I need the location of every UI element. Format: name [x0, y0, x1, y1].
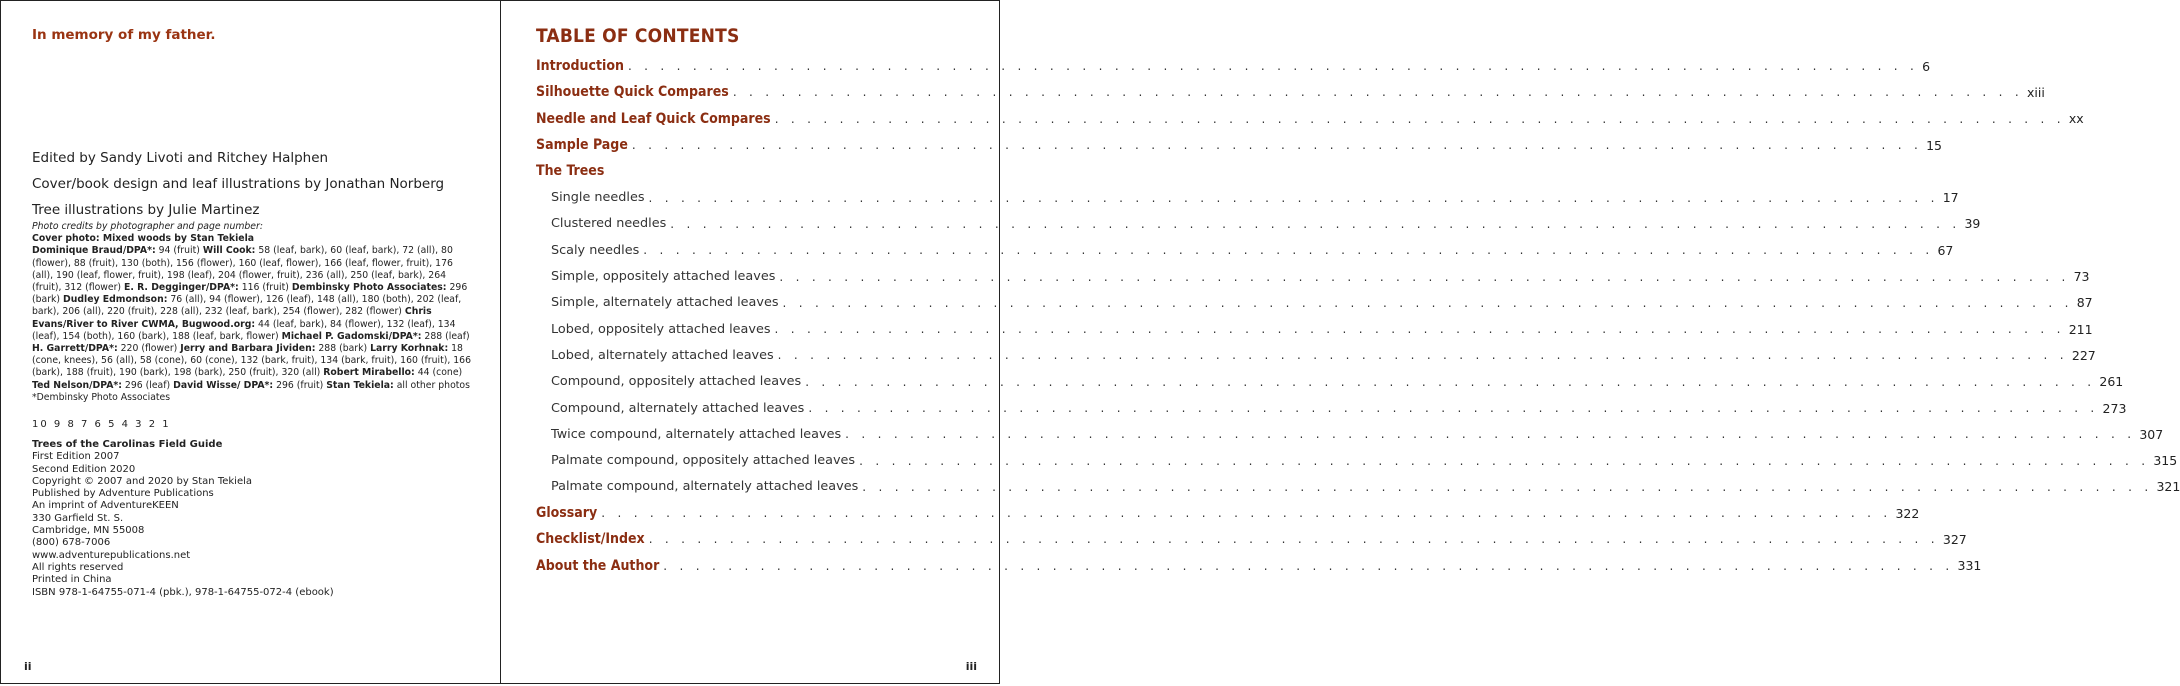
- toc-entry-page: 273: [2102, 400, 2127, 416]
- publication-line: An imprint of AdventureKEEN: [32, 500, 179, 512]
- toc-entry-page: 17: [1942, 190, 1959, 206]
- toc-entry[interactable]: [536, 106, 2084, 132]
- toc-entry[interactable]: [536, 290, 2093, 316]
- toc-leader-dots: . . . . . . . . . . . . . . . . . . . . . . . . . . . . . . . . . . . . . . . . . . . . . . . . . . . . . . . . . . . . . . . . . . . . . . . . . . . . . . . .: [808, 401, 2099, 415]
- right-page: [500, 0, 2180, 684]
- toc-leader-dots: . . . . . . . . . . . . . . . . . . . . . . . . . . . . . . . . . . . . . . . . . . . . . . . . . . . . . . . . . . . . . . . . . . . . . . . . . . . . . . . .: [643, 243, 1934, 258]
- photographer-pages: 296 (leaf): [121, 379, 174, 391]
- toc-entry-page: 15: [1926, 137, 1942, 153]
- toc-entry-label: Scaly needles: [551, 242, 640, 258]
- toc-entry[interactable]: [536, 342, 2096, 368]
- toc-leader-dots: . . . . . . . . . . . . . . . . . . . . . . . . . . . . . . . . . . . . . . . . . . . . . . . . . . . . . . . . . . . . . . . . . . . . . . . . . . . . . . . .: [670, 216, 1961, 231]
- photo-credits: [32, 221, 472, 404]
- toc-leader-dots: . . . . . . . . . . . . . . . . . . . . . . . . . . . . . . . . . . . . . . . . . . . . . . . . . . . . . . . . . . . . . . . . . . . . . . . . . . . . . . . .: [779, 269, 2070, 284]
- publication-line: 330 Garfield St. S.: [32, 512, 124, 524]
- toc-entry[interactable]: [536, 447, 2178, 473]
- photographer-name: David Wisse/ DPA*:: [173, 379, 274, 391]
- toc-leader-dots: . . . . . . . . . . . . . . . . . . . . . . . . . . . . . . . . . . . . . . . . . . . . . . . . . . . . . . . . . . . . . . . . . . . . . . . . . . . . . . . .: [648, 190, 1939, 205]
- toc-entry-page: 227: [2071, 347, 2096, 363]
- photographer-credits: [32, 245, 472, 391]
- toc-entry[interactable]: [536, 421, 2164, 447]
- toc-list: [536, 53, 2180, 579]
- toc-entry-page: 261: [2099, 374, 2124, 390]
- toc-entry-page: 327: [1942, 531, 1967, 547]
- toc-entry-label: Compound, oppositely attached leaves: [551, 374, 802, 390]
- toc-entry[interactable]: [536, 474, 2180, 500]
- publication-line: Copyright © 2007 and 2020 by Stan Tekiela: [32, 475, 253, 487]
- photographer-name: H. Garrett/DPA*:: [32, 343, 118, 355]
- toc-entry-label: Silhouette Quick Compares: [536, 84, 729, 101]
- book-title: Trees of the Carolinas Field Guide: [32, 439, 223, 450]
- page-number-left: ii: [24, 660, 32, 673]
- toc-entry-label: Single needles: [551, 190, 645, 206]
- photographer-pages: 296 (bark): [32, 282, 468, 306]
- toc-entry-label: Glossary: [536, 505, 598, 522]
- toc-leader-dots: . . . . . . . . . . . . . . . . . . . . . . . . . . . . . . . . . . . . . . . . . . . . . . . . . . . . . . . . . . . . . . . . . . . . . . . . . . . . . . . .: [777, 348, 2068, 363]
- toc-entry-label: Simple, alternately attached leaves: [551, 295, 779, 311]
- publication-line: ISBN 978-1-64755-071-4 (pbk.), 978-1-64755-072-4 (ebook): [32, 586, 334, 598]
- toc-entry-page: 67: [1937, 242, 1954, 258]
- toc-entry-label: Palmate compound, alternately attached leaves: [551, 479, 859, 495]
- toc-leader-dots: . . . . . . . . . . . . . . . . . . . . . . . . . . . . . . . . . . . . . . . . . . . . . . . . . . . . . . . . . . . . . . . . . . . . . . . . . . . . . . . .: [774, 111, 2065, 126]
- toc-entry-page: 321: [2156, 479, 2180, 495]
- toc-entry-label: Needle and Leaf Quick Compares: [536, 110, 771, 127]
- page-number-right: iii: [965, 660, 977, 673]
- toc-entry[interactable]: [536, 395, 2127, 421]
- toc-entry-label: Lobed, alternately attached leaves: [551, 347, 774, 363]
- toc-entry-page: 211: [2068, 321, 2093, 337]
- toc-entry[interactable]: [536, 316, 2093, 342]
- photographer-name: Dominique Braud/DPA*:: [32, 245, 156, 257]
- toc-leader-dots: . . . . . . . . . . . . . . . . . . . . . . . . . . . . . . . . . . . . . . . . . . . . . . . . . . . . . . . . . . . . . . . . . . . . . . . . . . . . . . . .: [627, 59, 1919, 74]
- photographer-pages: all other photos: [393, 379, 470, 391]
- publication-line: Published by Adventure Publications: [32, 488, 214, 500]
- publication-lines: [32, 451, 334, 599]
- photographer-pages: 76 (all), 94 (flower), 126 (leaf), 148 (all), 180 (both), 202 (leaf, bark), 206 (all), 220 (fruit), 228 (all), 232 (leaf, bark), 254 (flower), 282 (flower): [32, 294, 462, 318]
- toc-leader-dots: . . . . . . . . . . . . . . . . . . . . . . . . . . . . . . . . . . . . . . . . . . . . . . . . . . . . . . . . . . . . . . . . . . . . . . . . . . . . . . . .: [859, 453, 2150, 468]
- toc-leader-dots: . . . . . . . . . . . . . . . . . . . . . . . . . . . . . . . . . . . . . . . . . . . . . . . . . . . . . . . . . . . . . . . . . . . . . . . . . . . . . . . .: [774, 322, 2065, 337]
- photographer-pages: 220 (flower): [117, 343, 181, 355]
- toc-entry-label: Clustered needles: [551, 216, 667, 232]
- toc-entry-label: Introduction: [536, 58, 624, 75]
- toc-leader-dots: . . . . . . . . . . . . . . . . . . . . . . . . . . . . . . . . . . . . . . . . . . . . . . . . . . . . . . . . . . . . . . . . . . . . . . . . . . . . . . . .: [631, 138, 1923, 153]
- toc-entry-page: 307: [2139, 426, 2164, 442]
- toc-entry[interactable]: [536, 526, 1967, 552]
- toc-entry[interactable]: [536, 184, 1959, 210]
- photographer-pages: 116 (fruit): [238, 282, 292, 294]
- toc-leader-dots: . . . . . . . . . . . . . . . . . . . . . . . . . . . . . . . . . . . . . . . . . . . . . . . . . . . . . . . . . . . . . . . . . . . . . . . . . . . . . . . .: [648, 532, 1939, 547]
- toc-entry-page: 6: [1922, 58, 1931, 74]
- toc-entry-label: Checklist/Index: [536, 531, 645, 548]
- toc-entry-page: xx: [2068, 111, 2084, 127]
- toc-entry-label: About the Author: [536, 557, 660, 574]
- toc-entry-page: xiii: [2027, 84, 2045, 100]
- photographer-name: Dudley Edmondson:: [63, 294, 168, 306]
- toc-leader-dots: . . . . . . . . . . . . . . . . . . . . . . . . . . . . . . . . . . . . . . . . . . . . . . . . . . . . . . . . . . . . . . . . . . . . . . . . . . . . . . . .: [805, 374, 2096, 389]
- photographer-name: Will Cook:: [202, 245, 256, 257]
- toc-entry-page: 73: [2073, 269, 2090, 285]
- toc-entry[interactable]: [536, 158, 936, 184]
- toc-leader-dots: . . . . . . . . . . . . . . . . . . . . . . . . . . . . . . . . . . . . . . . . . . . . . . . . . . . . . . . . . . . . . . . . . . . . . . . . . . . . . . . .: [601, 506, 1892, 521]
- toc-entry-page: 322: [1895, 505, 1920, 521]
- photographer-name: Ted Nelson/DPA*:: [32, 379, 122, 391]
- photographer-name: Robert Mirabello:: [323, 367, 415, 379]
- toc-entry-label: Simple, oppositely attached leaves: [551, 269, 776, 285]
- toc-entry-label: The Trees: [536, 163, 605, 180]
- photographer-pages: 44 (cone): [414, 367, 463, 379]
- photographer-pages: 44 (leaf, bark), 84 (flower), 132 (leaf), 134 (leaf), 154 (both), 160 (bark), 188 (leaf, bark, flower): [32, 318, 456, 342]
- footnote: *Dembinsky Photo Associates: [32, 391, 171, 403]
- photographer-name: Michael P. Gadomski/DPA*:: [281, 330, 422, 342]
- toc-leader-dots: . . . . . . . . . . . . . . . . . . . . . . . . . . . . . . . . . . . . . . . . . . . . . . . . . . . . . . . . . . . . . . . . . . . . . . . . . . . . . . . .: [782, 295, 2073, 310]
- toc-entry[interactable]: [536, 237, 1954, 263]
- publication-line: (800) 678-7006: [32, 537, 111, 549]
- toc-leader-dots: . . . . . . . . . . . . . . . . . . . . . . . . . . . . . . . . . . . . . . . . . . . . . . . . . . . . . . . . . . . . . . . . . . . . . . . . . . . . . . . .: [845, 427, 2136, 442]
- toc-entry-label: Sample Page: [536, 137, 628, 154]
- cover-photo-credit: Cover photo: Mixed woods by Stan Tekiela: [32, 233, 255, 245]
- publication-line: All rights reserved: [32, 561, 124, 573]
- toc-title: TABLE OF CONTENTS: [536, 25, 740, 47]
- photographer-pages: 58 (leaf, bark), 60 (leaf, bark), 72 (all), 80 (flower), 88 (fruit), 130 (both), 156 (flower), 160 (leaf, flower), 166 (leaf, flower, fruit), 176 (all), 190 (leaf, flower, fruit), 198 (leaf), 204 (flower, fruit), 236 (all), 250 (leaf, bark), 264 (fruit), 312 (flower): [32, 245, 453, 294]
- publication-line: Second Edition 2020: [32, 463, 136, 475]
- toc-entry-label: Twice compound, alternately attached leaves: [551, 426, 842, 442]
- photographer-pages: 288 (bark): [315, 343, 371, 355]
- publication-line: Cambridge, MN 55008: [32, 525, 145, 537]
- photographer-pages: 18 (cone, knees), 56 (all), 58 (cone), 60 (cone), 132 (bark, fruit), 134 (bark, fruit), 160 (fruit), 166 (bark), 188 (fruit), 190 (bark), 198 (bark), 250 (fruit), 320 (all): [32, 343, 471, 379]
- toc-entry[interactable]: [536, 369, 2124, 395]
- toc-entry[interactable]: [536, 500, 1920, 526]
- photographer-pages: 94 (fruit): [155, 245, 203, 257]
- toc-entry-label: Palmate compound, oppositely attached leaves: [551, 453, 856, 469]
- toc-entry[interactable]: [536, 53, 1931, 79]
- toc-entry[interactable]: [536, 553, 1982, 579]
- toc-leader-dots: . . . . . . . . . . . . . . . . . . . . . . . . . . . . . . . . . . . . . . . . . . . . . . . . . . . . . . . . . . . . . . . . . . . . . . . . . . . . . . . .: [732, 85, 2024, 100]
- toc-entry-page: 87: [2076, 295, 2093, 311]
- photographer-name: Stan Tekiela:: [326, 379, 394, 391]
- photographer-name: Jerry and Barbara Jividen:: [180, 343, 316, 355]
- toc-entry[interactable]: [536, 263, 2090, 289]
- toc-leader-dots: . . . . . . . . . . . . . . . . . . . . . . . . . . . . . . . . . . . . . . . . . . . . . . . . . . . . . . . . . . . . . . . . . . . . . . . . . . . . . . . .: [663, 558, 1954, 573]
- toc-entry-label: Lobed, oppositely attached leaves: [551, 321, 771, 337]
- photographer-pages: 288 (leaf): [421, 330, 470, 342]
- toc-leader-dots: . . . . . . . . . . . . . . . . . . . . . . . . . . . . . . . . . . . . . . . . . . . . . . . . . . . . . . . . . . . . . . . . . . . . . . . . . . . . . . . .: [862, 479, 2153, 494]
- photographer-name: Larry Korhnak:: [370, 343, 449, 355]
- credit-design: Cover/book design and leaf illustrations by Jonathan Norberg: [32, 176, 445, 192]
- toc-entry[interactable]: [536, 79, 2045, 105]
- publication-line: Printed in China: [32, 574, 112, 586]
- toc-entry-label: Compound, alternately attached leaves: [551, 400, 805, 416]
- credit-editor: Edited by Sandy Livoti and Ritchey Halphen: [32, 150, 329, 166]
- photographer-name: Chris Evans/River to River CWMA, Bugwood.org:: [32, 306, 432, 330]
- toc-entry[interactable]: [536, 211, 1981, 237]
- photographer-pages: 296 (fruit): [273, 379, 327, 391]
- toc-entry[interactable]: [536, 132, 1942, 158]
- credits-list: [32, 145, 492, 223]
- photo-credits-heading: Photo credits by photographer and page number:: [32, 221, 263, 232]
- toc-entry-page: 39: [1964, 216, 1981, 232]
- publication-line: First Edition 2007: [32, 451, 120, 463]
- toc-entry-page: 315: [2153, 453, 2178, 469]
- publication-line: www.adventurepublications.net: [32, 549, 191, 561]
- credit-illustration: Tree illustrations by Julie Martinez: [32, 202, 260, 218]
- photographer-name: Dembinsky Photo Associates:: [291, 282, 447, 294]
- toc-entry-page: 331: [1957, 558, 1982, 574]
- printing-line: 10 9 8 7 6 5 4 3 2 1: [32, 419, 171, 430]
- dedication: In memory of my father.: [32, 27, 216, 43]
- photographer-name: E. R. Degginger/DPA*:: [123, 282, 239, 294]
- left-page: [0, 0, 501, 684]
- publication-info: [32, 439, 334, 599]
